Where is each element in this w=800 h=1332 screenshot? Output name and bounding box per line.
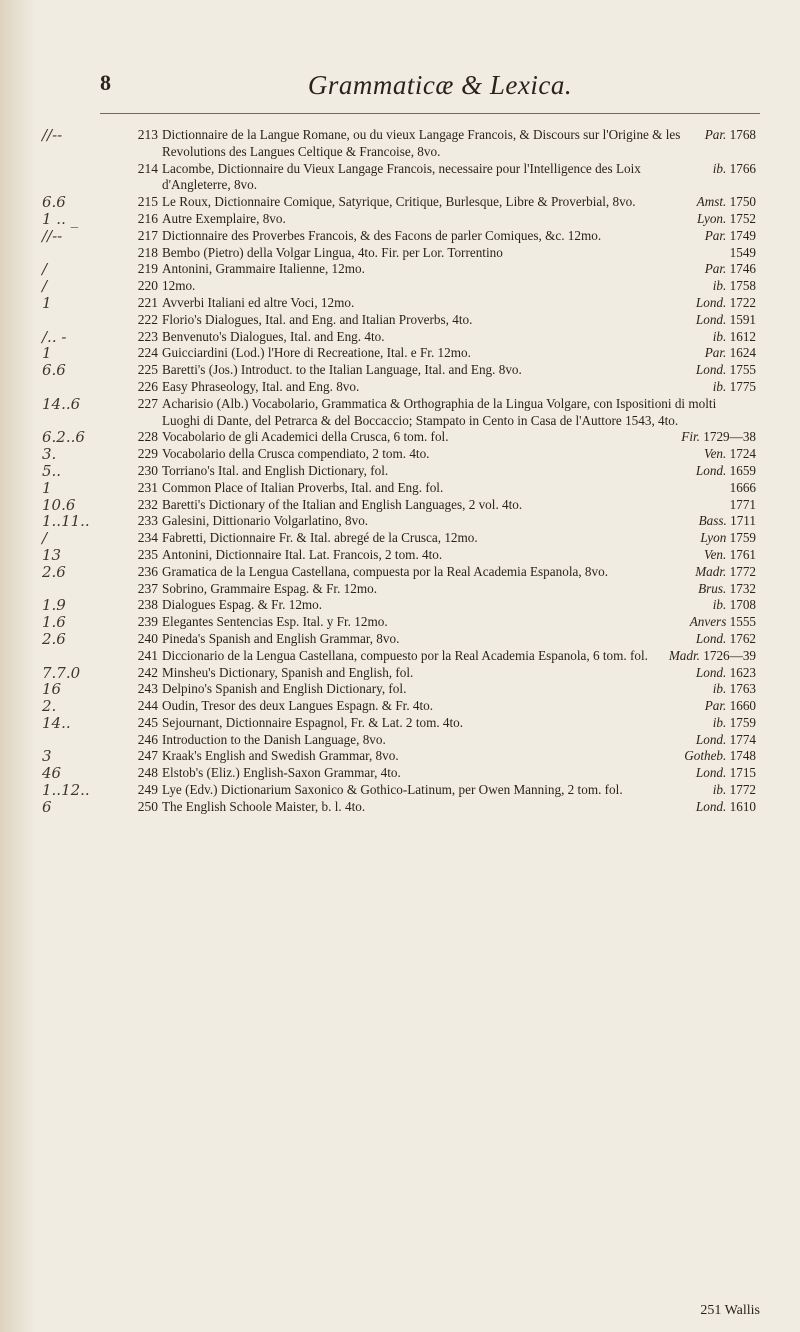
imprint [696, 312, 756, 329]
imprint-year: 1772 [729, 563, 756, 579]
imprint [696, 631, 756, 648]
imprint-place: ib. [712, 597, 727, 613]
handwritten-price-note: 14..6 [42, 394, 81, 413]
lot-number: 250 [137, 798, 158, 814]
imprint-place: ib. [712, 782, 727, 798]
imprint-place: ib. [712, 278, 727, 294]
imprint [713, 782, 756, 799]
lot-number: 243 [137, 681, 158, 697]
entry-description [162, 429, 756, 446]
catalogue-entry [0, 295, 800, 312]
imprint-place: Fir. [681, 429, 700, 445]
entry-title: Autre Exemplaire, 8vo. [162, 210, 286, 226]
imprint-year: 1758 [729, 278, 756, 294]
imprint-year: 1768 [729, 127, 756, 142]
imprint [696, 463, 756, 480]
imprint-year: 1623 [729, 664, 756, 680]
entry-title: Florio's Dialogues, Ital. and Eng. and Italian Proverbs, 4to. [162, 311, 473, 327]
imprint [681, 429, 756, 446]
catalogue-entry [0, 530, 800, 547]
entry-description [162, 362, 756, 379]
imprint-year: 1715 [729, 765, 756, 781]
imprint [730, 480, 756, 497]
catalogue-entry [0, 480, 800, 497]
entry-description [162, 765, 756, 782]
imprint [713, 278, 756, 295]
entry-description [162, 228, 756, 245]
imprint-place: Amst. [696, 194, 727, 210]
catalogue-entry [0, 665, 800, 682]
entry-title: Oudin, Tresor des deux Langues Espagn. & Fr. 4to. [162, 698, 434, 714]
imprint-place: Ven. [703, 446, 727, 462]
imprint [696, 765, 756, 782]
entry-description [162, 329, 756, 346]
imprint [730, 497, 756, 514]
imprint [698, 581, 756, 598]
imprint-year: 1748 [729, 748, 756, 764]
imprint-year: 1711 [730, 513, 756, 529]
entry-description [162, 581, 756, 598]
lot-number: 232 [137, 496, 158, 512]
catalogue-entry [0, 345, 800, 362]
lot-number: 215 [137, 194, 158, 210]
catalogue-entry [0, 396, 800, 430]
entry-description [162, 614, 756, 631]
imprint-year: 1752 [729, 210, 756, 226]
imprint-place: Lond. [695, 294, 727, 310]
lot-number: 213 [137, 127, 158, 142]
imprint-place: ib. [712, 714, 727, 730]
catalogue-entry [0, 329, 800, 346]
handwritten-price-note: 3 [42, 747, 52, 766]
catalogue-entry [0, 429, 800, 446]
lot-number: 241 [137, 647, 158, 663]
entry-title: Fabretti, Dictionnaire Fr. & Ital. abregé de la Crusca, 12mo. [162, 530, 478, 546]
entry-title: Introduction to the Danish Language, 8vo. [162, 731, 386, 747]
handwritten-price-note: / [42, 529, 48, 548]
catalogue-entry [0, 581, 800, 598]
handwritten-price-note: /.. - [42, 327, 67, 346]
imprint [690, 614, 756, 631]
entry-description [162, 497, 756, 514]
entry-description [162, 513, 756, 530]
lot-number: 229 [137, 446, 158, 462]
lot-number: 233 [137, 513, 158, 529]
lot-number: 222 [137, 311, 158, 327]
handwritten-price-note: 1..12.. [42, 781, 90, 800]
entry-title: Antonini, Dictionnaire Ital. Lat. Francois, 2 tom. 4to. [162, 546, 443, 562]
entry-title: Kraak's English and Swedish Grammar, 8vo. [162, 748, 399, 764]
entry-description [162, 211, 756, 228]
imprint-year: 1660 [729, 698, 756, 714]
imprint-year: 1746 [729, 261, 756, 277]
entry-description [162, 597, 756, 614]
lot-number: 236 [137, 563, 158, 579]
imprint [696, 665, 756, 682]
entry-title: Lye (Edv.) Dictionarium Saxonico & Gothico-Latinum, per Owen Manning, 2 tom. fol. [162, 782, 623, 798]
imprint-year: 1755 [729, 362, 756, 378]
entry-title: Elstob's (Eliz.) English-Saxon Grammar, 4to. [162, 765, 401, 781]
lot-number: 238 [137, 597, 158, 613]
entry-description [162, 127, 756, 161]
entry-description [162, 312, 756, 329]
imprint-place: ib. [712, 160, 727, 176]
catalogue-entry [0, 748, 800, 765]
imprint [696, 295, 756, 312]
entry-title: Baretti's (Jos.) Introduct. to the Italian Language, Ital. and Eng. 8vo. [162, 362, 522, 378]
handwritten-price-note: 6.2..6 [42, 428, 85, 447]
catalogue-entry [0, 228, 800, 245]
imprint [669, 648, 756, 665]
handwritten-price-note: 5.. [42, 461, 62, 480]
page-header [100, 70, 760, 110]
entry-description [162, 748, 756, 765]
entry-description [162, 379, 756, 396]
imprint-year: 1708 [729, 597, 756, 613]
imprint-place: Lond. [695, 311, 727, 327]
page-title: Grammaticæ & Lexica. [307, 70, 573, 100]
entry-title: 12mo. [162, 278, 196, 294]
entry-description [162, 161, 756, 195]
imprint [713, 597, 756, 614]
handwritten-price-note: 6 [42, 797, 52, 816]
handwritten-price-note: 3. [42, 445, 57, 464]
lot-number: 218 [137, 244, 158, 260]
imprint [705, 127, 756, 144]
handwritten-price-note: 1..11.. [42, 512, 90, 531]
imprint-year: 1591 [729, 311, 756, 327]
entry-description [162, 799, 756, 816]
entry-description [162, 463, 756, 480]
handwritten-price-note: 14.. [42, 713, 71, 732]
imprint [705, 345, 756, 362]
catalogue-entry [0, 245, 800, 262]
catalogue-entry [0, 379, 800, 396]
imprint-place: Lond. [695, 462, 727, 478]
entry-title: Sobrino, Grammaire Espag. & Fr. 12mo. [162, 580, 378, 596]
imprint-place: Gotheb. [684, 748, 727, 764]
lot-number: 225 [137, 362, 158, 378]
entry-description [162, 715, 756, 732]
entry-title: Guicciardini (Lod.) l'Hore di Recreatione, Ital. e Fr. 12mo. [162, 345, 471, 361]
imprint-place: Lyon [700, 530, 727, 546]
imprint-year: 1610 [729, 798, 756, 814]
entry-title: Common Place of Italian Proverbs, Ital. and Eng. fol. [162, 479, 444, 495]
imprint-year: 1759 [729, 714, 756, 730]
imprint-place: Lond. [695, 362, 727, 378]
entry-description [162, 396, 756, 430]
imprint [713, 161, 756, 178]
lot-number: 249 [137, 782, 158, 798]
imprint-place: Lond. [695, 798, 727, 814]
catchword: 251 Wallis [700, 1303, 760, 1318]
entry-title: Vocabolario de gli Academici della Crusca, 6 tom. fol. [162, 429, 449, 445]
entry-title: Diccionario de la Lengua Castellana, compuesto por la Real Academia Espanola, 6 tom. fol. [162, 647, 648, 663]
catalogue-entry [0, 597, 800, 614]
entry-description [162, 547, 756, 564]
entry-description [162, 732, 756, 749]
lot-number: 235 [137, 546, 158, 562]
imprint-year: 1724 [729, 446, 756, 462]
imprint-year: 1761 [729, 546, 756, 562]
entry-title: Delpino's Spanish and English Dictionary, fol. [162, 681, 407, 697]
imprint-year: 1732 [729, 580, 756, 596]
imprint [704, 446, 756, 463]
entry-title: Sejournant, Dictionnaire Espagnol, Fr. & Lat. 2 tom. 4to. [162, 714, 464, 730]
entry-title: Easy Phraseology, Ital. and Eng. 8vo. [162, 378, 360, 394]
entry-title: Vocabolario della Crusca compendiato, 2 tom. 4to. [162, 446, 430, 462]
imprint [705, 261, 756, 278]
entry-description [162, 194, 756, 211]
imprint [713, 715, 756, 732]
imprint [705, 698, 756, 715]
imprint-place: ib. [712, 328, 727, 344]
imprint-year: 1659 [729, 462, 756, 478]
imprint-year: 1759 [729, 530, 756, 546]
imprint [713, 379, 756, 396]
catalogue-entry [0, 631, 800, 648]
lot-number: 217 [137, 227, 158, 243]
handwritten-price-note: //-- [42, 126, 63, 144]
entry-description [162, 295, 756, 312]
imprint-place: Lyon. [697, 210, 727, 226]
imprint [699, 513, 756, 530]
imprint [700, 530, 756, 547]
lot-number: 216 [137, 210, 158, 226]
entry-description [162, 564, 756, 581]
imprint [697, 211, 756, 228]
handwritten-price-note: 46 [42, 764, 62, 783]
catalogue-entry [0, 127, 800, 161]
catalogue-entry [0, 799, 800, 816]
entry-title: Minsheu's Dictionary, Spanish and English, fol. [162, 664, 414, 680]
lot-number: 219 [137, 261, 158, 277]
entry-description [162, 245, 756, 262]
page-number: 8 [100, 70, 111, 95]
imprint [705, 228, 756, 245]
handwritten-price-note: / [42, 260, 48, 279]
imprint-place: Bass. [698, 513, 727, 529]
catalogue-entry [0, 648, 800, 665]
lot-number: 242 [137, 664, 158, 680]
handwritten-price-note: 1.6 [42, 613, 66, 632]
imprint-year: 1766 [729, 160, 756, 176]
entry-description [162, 631, 756, 648]
lot-number: 245 [137, 714, 158, 730]
catalogue-entry [0, 161, 800, 195]
lot-number: 246 [137, 731, 158, 747]
imprint-year: 1749 [729, 227, 756, 243]
entry-title: Baretti's Dictionary of the Italian and English Languages, 2 vol. 4to. [162, 496, 523, 512]
imprint-year: 1729—38 [703, 429, 756, 445]
lot-number: 248 [137, 765, 158, 781]
imprint [697, 194, 756, 211]
entry-description [162, 261, 756, 278]
catalogue-entry [0, 513, 800, 530]
lot-number: 240 [137, 630, 158, 646]
entry-title: Torriano's Ital. and English Dictionary, fol. [162, 462, 389, 478]
handwritten-price-note: //-- [42, 226, 63, 245]
entry-description [162, 665, 756, 682]
catalogue-entry [0, 715, 800, 732]
catalogue-entry [0, 681, 800, 698]
entry-title: Le Roux, Dictionnaire Comique, Satyrique, Critique, Burlesque, Libre & Proverbial, 8vo. [162, 194, 636, 210]
entry-title: Dialogues Espag. & Fr. 12mo. [162, 597, 323, 613]
entry-description [162, 681, 756, 698]
entry-title: Benvenuto's Dialogues, Ital. and Eng. 4to. [162, 328, 385, 344]
imprint [713, 329, 756, 346]
handwritten-price-note: 6.6 [42, 361, 66, 380]
imprint-place: Par. [704, 698, 727, 714]
entry-title: Pineda's Spanish and English Grammar, 8vo. [162, 630, 400, 646]
entry-description [162, 480, 756, 497]
handwritten-price-note: 2.6 [42, 562, 66, 581]
entry-list [0, 127, 800, 816]
entry-title: Elegantes Sentencias Esp. Ital. y Fr. 12mo. [162, 614, 388, 630]
imprint-year: 1762 [729, 630, 756, 646]
imprint-year: 1772 [729, 782, 756, 798]
handwritten-price-note: 6.6 [42, 193, 66, 212]
lot-number: 220 [137, 278, 158, 294]
lot-number: 226 [137, 378, 158, 394]
lot-number: 228 [137, 429, 158, 445]
imprint-place: Madr. [668, 647, 700, 663]
catalogue-entry [0, 312, 800, 329]
handwritten-price-note: 1 [42, 293, 52, 312]
imprint [730, 245, 756, 262]
handwritten-price-note: 10.6 [42, 495, 76, 514]
imprint [695, 564, 756, 581]
entry-title: Acharisio (Alb.) Vocabolario, Grammatica & Orthographia de la Lingua Volgare, con Ispositioni di molti Luoghi di Dante, del Petrarca & del Boccaccio; Stampato in Cento in Casa de l'Auttore 1543, 4to. [162, 395, 717, 428]
imprint-place: Par. [704, 345, 727, 361]
entry-title: Gramatica de la Lengua Castellana, compuesta por la Real Academia Espanola, 8vo. [162, 563, 609, 579]
lot-number: 244 [137, 698, 158, 714]
catalogue-entry [0, 732, 800, 749]
entry-description [162, 345, 756, 362]
lot-number: 227 [137, 395, 158, 411]
handwritten-price-note: 1 [42, 344, 52, 363]
catalogue-entry [0, 698, 800, 715]
handwritten-price-note: 1 .. _ [42, 209, 79, 228]
lot-number: 247 [137, 748, 158, 764]
imprint-place: ib. [712, 681, 727, 697]
imprint-year: 1722 [729, 294, 756, 310]
imprint-year: 1666 [729, 479, 756, 495]
handwritten-price-note: 1.9 [42, 596, 66, 615]
imprint [704, 547, 756, 564]
imprint [696, 362, 756, 379]
handwritten-price-note: 16 [42, 680, 62, 699]
catalogue-entry [0, 497, 800, 514]
lot-number: 234 [137, 530, 158, 546]
imprint [684, 748, 756, 765]
imprint [713, 681, 756, 698]
imprint-place: Lond. [695, 630, 727, 646]
entry-title: Dictionnaire des Proverbes Francois, & des Facons de parler Comiques, &c. 12mo. [162, 227, 602, 243]
imprint-year: 1612 [729, 328, 756, 344]
lot-number: 230 [137, 462, 158, 478]
entry-description [162, 446, 756, 463]
lot-number: 224 [137, 345, 158, 361]
imprint-place: Lond. [695, 731, 727, 747]
imprint [696, 732, 756, 749]
imprint-place: Brus. [698, 580, 727, 596]
imprint-year: 1549 [729, 244, 756, 260]
imprint-place: Par. [704, 127, 727, 142]
catalogue-entry [0, 547, 800, 564]
imprint-year: 1775 [729, 378, 756, 394]
header-rule [100, 113, 760, 114]
catalogue-entry [0, 782, 800, 799]
imprint-year: 1624 [729, 345, 756, 361]
lot-number: 214 [137, 160, 158, 176]
entry-title: Lacombe, Dictionnaire du Vieux Langage Francois, necessaire pour l'Intelligence des Loix d'Angleterre, 8vo. [162, 160, 641, 193]
imprint-year: 1750 [729, 194, 756, 210]
imprint-place: Ven. [703, 546, 727, 562]
handwritten-price-note: 1 [42, 478, 52, 497]
catalogue-entry [0, 362, 800, 379]
lot-number: 237 [137, 580, 158, 596]
catalogue-entry [0, 463, 800, 480]
imprint-year: 1771 [729, 496, 756, 512]
entry-description [162, 530, 756, 547]
lot-number: 221 [137, 294, 158, 310]
imprint-place: Par. [704, 261, 727, 277]
lot-number: 223 [137, 328, 158, 344]
handwritten-price-note: 7.7.0 [42, 663, 81, 682]
catalogue-entry [0, 194, 800, 211]
imprint-year: 1763 [729, 681, 756, 697]
imprint-place: Lond. [695, 765, 727, 781]
catalogue-entry [0, 278, 800, 295]
entry-description [162, 698, 756, 715]
imprint [696, 799, 756, 816]
handwritten-price-note: / [42, 277, 48, 296]
entry-description [162, 648, 756, 665]
imprint-place: Madr. [695, 563, 727, 579]
imprint-place: Lond. [695, 664, 727, 680]
catalogue-entry [0, 765, 800, 782]
handwritten-price-note: 13 [42, 545, 62, 564]
imprint-place: ib. [712, 378, 727, 394]
imprint-year: 1726—39 [703, 647, 756, 663]
handwritten-price-note: 2.6 [42, 629, 66, 648]
handwritten-price-note: 2. [42, 697, 57, 716]
imprint-place: Par. [704, 227, 727, 243]
entry-description [162, 782, 756, 799]
catalogue-entry [0, 446, 800, 463]
catalogue-entry [0, 211, 800, 228]
imprint-year: 1774 [729, 731, 756, 747]
entry-title: Galesini, Dittionario Volgarlatino, 8vo. [162, 513, 369, 529]
entry-title: The English Schoole Maister, b. l. 4to. [162, 798, 366, 814]
entry-title: Antonini, Grammaire Italienne, 12mo. [162, 261, 365, 277]
entry-description [162, 278, 756, 295]
catalogue-entry [0, 261, 800, 278]
catalogue-entry [0, 614, 800, 631]
entry-title: Dictionnaire de la Langue Romane, ou du vieux Langage Francois, & Discours sur l'Origine & les Revolutions des Langues Celtique & Francoise, 8vo. [162, 127, 681, 159]
imprint-year: 1555 [729, 614, 756, 630]
entry-title: Bembo (Pietro) della Volgar Lingua, 4to. Fir. per Lor. Torrentino [162, 244, 503, 260]
catalogue-entry [0, 564, 800, 581]
imprint-place: Anvers [689, 614, 727, 630]
lot-number: 239 [137, 614, 158, 630]
lot-number: 231 [137, 479, 158, 495]
entry-title: Avverbi Italiani ed altre Voci, 12mo. [162, 294, 355, 310]
